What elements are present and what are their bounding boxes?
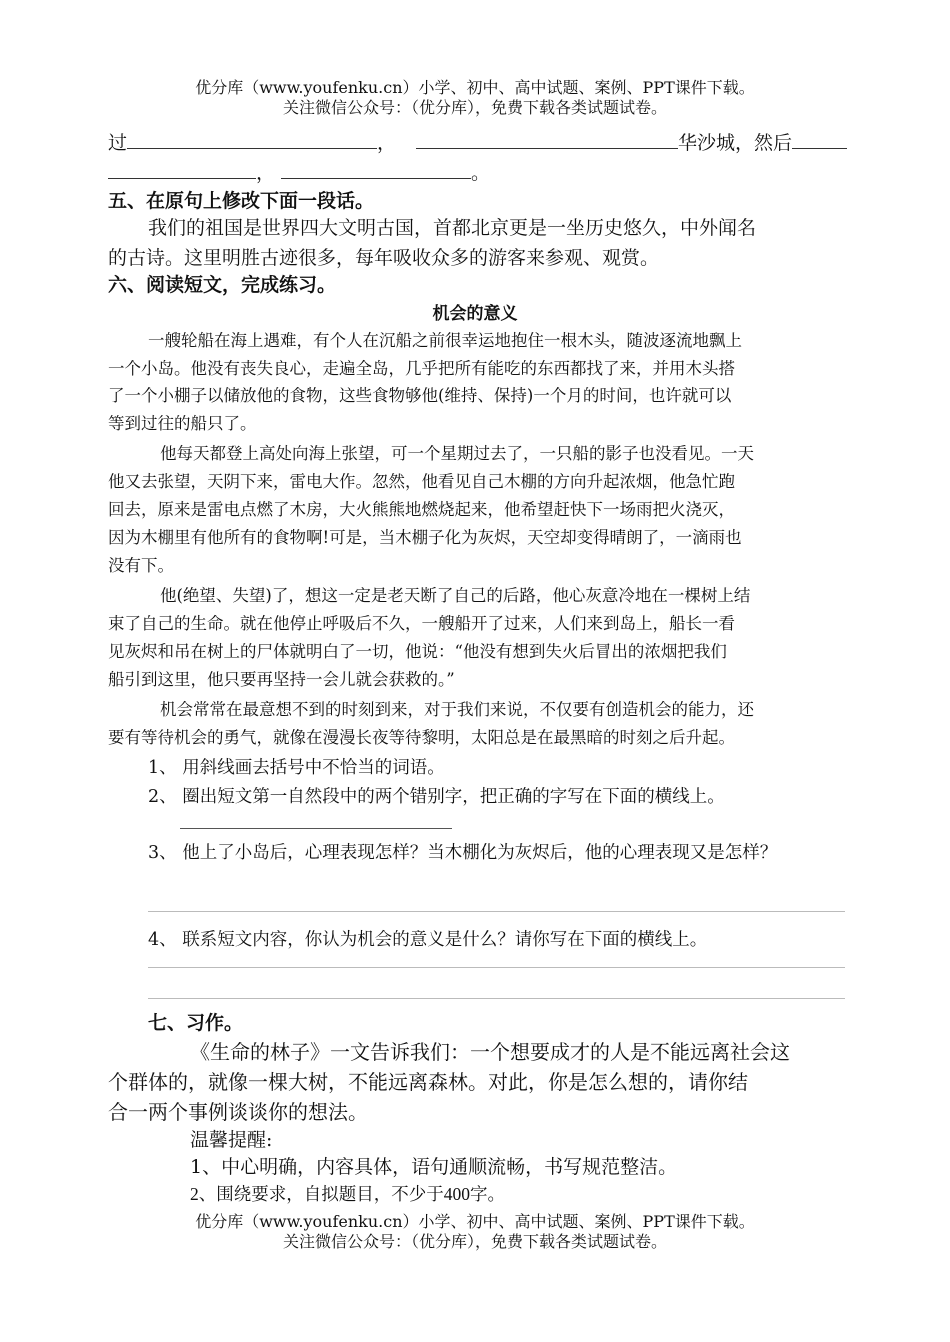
answer-line-q3[interactable] bbox=[148, 911, 845, 912]
section7-line-2: 个群体的，就像一棵大树，不能远离森林。对此，你是怎么想的，请你结 bbox=[108, 1072, 748, 1094]
header-line-2: 关注微信公众号：（优分库），免费下载各类试题试卷。 bbox=[282, 98, 667, 117]
p2-line-2: 他又去张望，天阴下来，雷电大作。忽然，他看见自己木棚的方向升起浓烟，他急忙跑 bbox=[108, 472, 735, 491]
footer-line-1: 优分库（www.youfenku.cn）小学、初中、高中试题、案例、PPT课件下载。 bbox=[195, 1212, 755, 1231]
section7-line-1: 《生命的林子》一文告诉我们：一个想要成才的人是不能远离社会这 bbox=[190, 1042, 790, 1064]
blank-4[interactable] bbox=[108, 164, 256, 179]
tip-1: 1、中心明确，内容具体，语句通顺流畅，书写规范整洁。 bbox=[190, 1156, 678, 1178]
header-line-1: 优分库（www.youfenku.cn）小学、初中、高中试题、案例、PPT课件下载。 bbox=[195, 78, 755, 97]
question-2: 2、 圈出短文第一自然段中的两个错别字，把正确的字写在下面的横线上。 bbox=[148, 787, 725, 807]
p1-line-2: 一个小岛。他没有丧失良心，走遍全岛，几乎把所有能吃的东西都找了来，并用木头搭 bbox=[108, 359, 735, 378]
p3-line-4: 船引到这里，他只要再坚持一会儿就会获救的。” bbox=[108, 670, 455, 689]
p3-line-2: 束了自己的生命。就在他停止呼吸后不久，一艘船开了过来，人们来到岛上，船长一看 bbox=[108, 614, 735, 633]
question-3: 3、 他上了小岛后，心理表现怎样？当木棚化为灰烬后，他的心理表现又是怎样？ bbox=[148, 843, 778, 863]
question-4: 4、 联系短文内容，你认为机会的意义是什么？请你写在下面的横线上。 bbox=[148, 930, 708, 950]
section5-line-1: 我们的祖国是世界四大文明古国，首都北京更是一坐历史悠久，中外闻名 bbox=[148, 217, 757, 239]
section7-line-3: 合一两个事例谈谈你的想法。 bbox=[108, 1102, 368, 1124]
answer-line-q4-1[interactable] bbox=[148, 967, 845, 968]
word-guo: 过 bbox=[108, 132, 128, 154]
p2-line-5: 没有下。 bbox=[108, 556, 174, 575]
p1-line-1: 一艘轮船在海上遇难，有个人在沉船之前很幸运地抱住一根木头，随波逐流地飘上 bbox=[148, 331, 742, 350]
comma-1: ， bbox=[377, 132, 397, 154]
p2-line-4: 因为木棚里有他所有的食物啊!可是，当木棚子化为灰烬，天空却变得晴朗了，一滴雨也 bbox=[108, 528, 742, 547]
p1-line-3: 了一个小棚子以储放他的食物，这些食物够他(维持、保持)一个月的时间，也许就可以 bbox=[108, 386, 732, 405]
p3-line-1: 他(绝望、失望)了，想这一定是老天断了自己的后路，他心灰意冷地在一棵树上结 bbox=[160, 586, 751, 605]
word-huashacheng: 华沙城，然后 bbox=[678, 132, 793, 154]
question-1: 1、 用斜线画去括号中不恰当的词语。 bbox=[148, 758, 445, 778]
blank-5[interactable] bbox=[281, 164, 471, 179]
footer-line-2: 关注微信公众号：（优分库），免费下载各类试题试卷。 bbox=[282, 1232, 667, 1251]
tip-2: 2、围绕要求，自拟题目，不少于400字。 bbox=[190, 1184, 505, 1204]
section4-fill-line-1 bbox=[108, 128, 847, 155]
section6-heading: 六、阅读短文，完成练习。 bbox=[108, 274, 337, 296]
comma-2: ， bbox=[256, 162, 276, 184]
p2-line-1: 他每天都登上高处向海上张望，可一个星期过去了，一只船的影子也没看见。一天 bbox=[160, 444, 754, 463]
section7-heading: 七、习作。 bbox=[148, 1012, 244, 1034]
p4-line-2: 要有等待机会的勇气，就像在漫漫长夜等待黎明，太阳总是在最黑暗的时刻之后升起。 bbox=[108, 728, 735, 747]
section4-fill-line-2 bbox=[108, 158, 490, 185]
p3-line-3: 见灰烬和吊在树上的尸体就明白了一切，他说：“他没有想到失火后冒出的浓烟把我们 bbox=[108, 642, 727, 661]
blank-1[interactable] bbox=[127, 134, 377, 149]
tip-label: 温馨提醒: bbox=[190, 1129, 273, 1151]
blank-3[interactable] bbox=[792, 134, 847, 149]
p4-line-1: 机会常常在最意想不到的时刻到来，对于我们来说，不仅要有创造机会的能力，还 bbox=[160, 700, 754, 719]
answer-line-q2[interactable] bbox=[180, 828, 452, 829]
article-title: 机会的意义 bbox=[432, 304, 518, 324]
blank-2[interactable] bbox=[416, 134, 678, 149]
p1-line-4: 等到过往的船只了。 bbox=[108, 414, 257, 433]
period-1: 。 bbox=[471, 162, 491, 184]
section5-heading: 五、在原句上修改下面一段话。 bbox=[108, 190, 375, 212]
p2-line-3: 回去，原来是雷电点燃了木房，大火熊熊地燃烧起来，他希望赶快下一场雨把火浇灭， bbox=[108, 500, 735, 519]
answer-line-q4-2[interactable] bbox=[148, 998, 845, 999]
section5-line-2: 的古诗。这里明胜古迹很多，每年吸收众多的游客来参观、观赏。 bbox=[108, 247, 660, 269]
